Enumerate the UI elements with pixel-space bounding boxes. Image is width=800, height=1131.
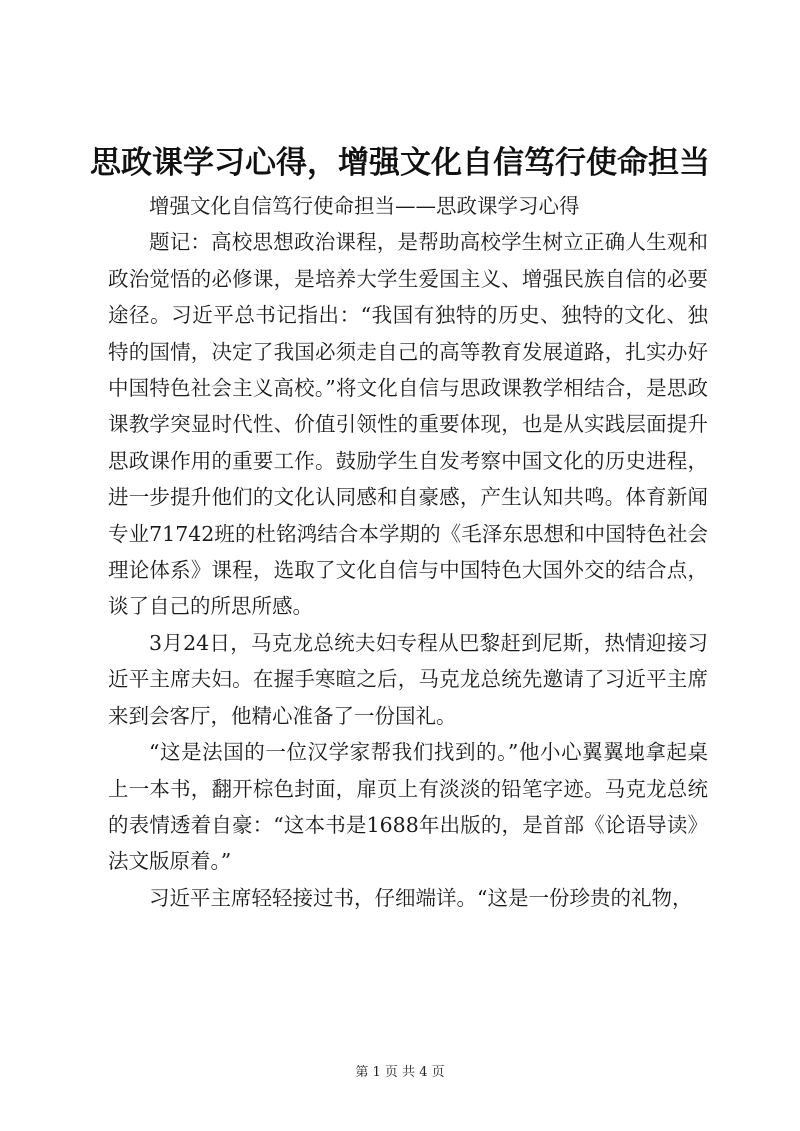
document-body	[108, 188, 708, 916]
document-title: 思政课学习心得，增强文化自信笃行使命担当	[90, 145, 710, 181]
paragraph-4: 习近平主席轻轻接过书，仔细端详。“这是一份珍贵的礼物，	[149, 885, 693, 910]
page-footer	[0, 1064, 800, 1082]
page-number-label: 第 1 页 共 4 页	[355, 1065, 445, 1080]
document-subtitle: 增强文化自信笃行使命担当——思政课学习心得	[149, 194, 580, 218]
paragraph-2: 3月24日，马克龙总统夫妇专程从巴黎赶到尼斯，热情迎接习近平主席夫妇。在握手寒暄之后，马克龙总统先邀请了习近平主席来到会客厅，他精心准备了一份国礼。	[108, 630, 708, 728]
paragraph-epigraph: 题记：高校思想政治课程，是帮助高校学生树立正确人生观和政治觉悟的必修课，是培养大学生爱国主义、增强民族自信的必要途径。习近平总书记指出：“我国有独特的历史、独特的文化、独特的国情，决定了我国必须走自己的高等教育发展道路，扎实办好中国特色社会主义高校。”将文化自信与思政课教学相结合，是思政课教学突显时代性、价值引领性的重要体现，也是从实践层面提升思政课作用的重要工作。鼓励学生自发考察中国文化的历史进程，进一步提升他们的文化认同感和自豪感，产生认知共鸣。体育新闻专业71742班的杜铭鸿结合本学期的《毛泽东思想和中国特色社会理论体系》课程，选取了文化自信与中国特色大国外交的结合点，谈了自己的所思所感。	[108, 230, 708, 619]
paragraph-3: “这是法国的一位汉学家帮我们找到的。”他小心翼翼地拿起桌上一本书，翻开棕色封面，扉页上有淡淡的铅笔字迹。马克龙总统的表情透着自豪：“这本书是1688年出版的，是首部《论语导读》法文版原着。”	[108, 740, 708, 874]
